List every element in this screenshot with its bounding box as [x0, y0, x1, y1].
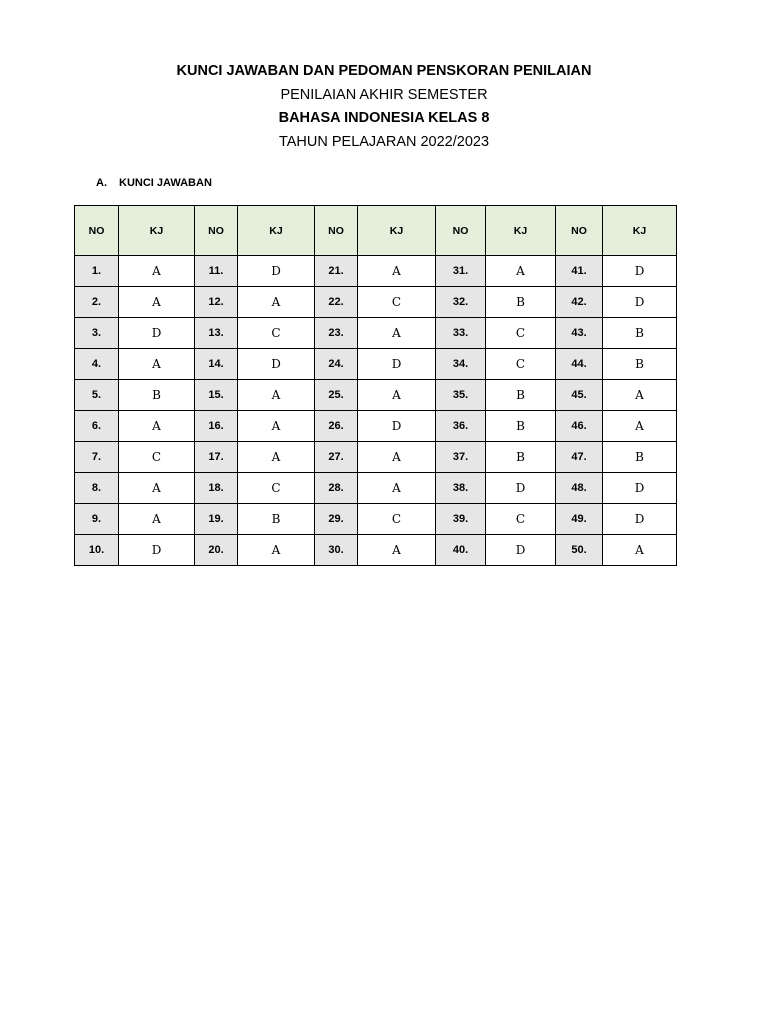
answer-key-cell: A [358, 318, 436, 349]
academic-year: TAHUN PELAJARAN 2022/2023 [278, 133, 490, 150]
document-subtitle: PENILAIAN AKHIR SEMESTER [280, 86, 488, 103]
question-number-cell: 26. [315, 411, 358, 442]
question-number-cell: 27. [315, 442, 358, 473]
answer-key-cell: A [238, 411, 315, 442]
answer-key-cell: C [358, 287, 436, 318]
question-number-cell: 25. [315, 380, 358, 411]
question-number-cell: 39. [436, 504, 486, 535]
table-row [75, 380, 677, 411]
question-number-cell: 6. [75, 411, 119, 442]
question-number-cell: 17. [195, 442, 238, 473]
question-number-cell: 8. [75, 473, 119, 504]
question-number-cell: 35. [436, 380, 486, 411]
question-number-cell: 1. [75, 256, 119, 287]
answer-key-cell: A [119, 349, 195, 380]
table-row [75, 256, 677, 287]
answer-key-cell: C [119, 442, 195, 473]
section-title: KUNCI JAWABAN [119, 177, 212, 189]
header-cell: KJ [358, 206, 436, 256]
question-number-cell: 21. [315, 256, 358, 287]
question-number-cell: 30. [315, 535, 358, 566]
question-number-cell: 40. [436, 535, 486, 566]
answer-key-cell: A [603, 411, 677, 442]
question-number-cell: 45. [556, 380, 603, 411]
question-number-cell: 32. [436, 287, 486, 318]
question-number-cell: 46. [556, 411, 603, 442]
question-number-cell: 3. [75, 318, 119, 349]
answer-key-cell: B [486, 380, 556, 411]
question-number-cell: 48. [556, 473, 603, 504]
header-cell: KJ [238, 206, 315, 256]
table-row [75, 318, 677, 349]
answer-key-cell: A [119, 504, 195, 535]
question-number-cell: 38. [436, 473, 486, 504]
question-number-cell: 42. [556, 287, 603, 318]
answer-key-cell: C [486, 318, 556, 349]
question-number-cell: 29. [315, 504, 358, 535]
answer-key-cell: A [358, 535, 436, 566]
question-number-cell: 33. [436, 318, 486, 349]
answer-key-cell: A [358, 442, 436, 473]
question-number-cell: 9. [75, 504, 119, 535]
answer-key-cell: A [238, 380, 315, 411]
question-number-cell: 20. [195, 535, 238, 566]
answer-key-cell: B [603, 349, 677, 380]
section-number: A. [96, 177, 107, 189]
header-cell: NO [436, 206, 486, 256]
answer-key-cell: D [603, 256, 677, 287]
answer-key-cell: D [358, 411, 436, 442]
answer-key-cell: B [486, 287, 556, 318]
answer-key-cell: A [358, 256, 436, 287]
table-row [75, 473, 677, 504]
answer-key-cell: A [238, 287, 315, 318]
answer-key-cell: A [358, 380, 436, 411]
answer-key-cell: D [486, 535, 556, 566]
answer-key-cell: D [119, 535, 195, 566]
question-number-cell: 43. [556, 318, 603, 349]
answer-key-cell: C [486, 349, 556, 380]
question-number-cell: 22. [315, 287, 358, 318]
question-number-cell: 44. [556, 349, 603, 380]
answer-key-cell: A [238, 535, 315, 566]
answer-key-cell: D [238, 256, 315, 287]
question-number-cell: 49. [556, 504, 603, 535]
answer-key-cell: A [119, 473, 195, 504]
question-number-cell: 15. [195, 380, 238, 411]
question-number-cell: 11. [195, 256, 238, 287]
answer-key-cell: A [603, 535, 677, 566]
question-number-cell: 36. [436, 411, 486, 442]
table-row [75, 535, 677, 566]
question-number-cell: 50. [556, 535, 603, 566]
question-number-cell: 37. [436, 442, 486, 473]
answer-key-cell: D [119, 318, 195, 349]
question-number-cell: 28. [315, 473, 358, 504]
answer-key-cell: B [603, 318, 677, 349]
question-number-cell: 47. [556, 442, 603, 473]
header-cell: KJ [119, 206, 195, 256]
question-number-cell: 7. [75, 442, 119, 473]
answer-key-cell: B [486, 442, 556, 473]
question-number-cell: 4. [75, 349, 119, 380]
table-row [75, 349, 677, 380]
question-number-cell: 41. [556, 256, 603, 287]
question-number-cell: 23. [315, 318, 358, 349]
table-row [75, 411, 677, 442]
answer-key-cell: B [119, 380, 195, 411]
answer-key-cell: B [486, 411, 556, 442]
question-number-cell: 31. [436, 256, 486, 287]
document-title: KUNCI JAWABAN DAN PEDOMAN PENSKORAN PENILAIAN [176, 63, 592, 79]
answer-key-cell: D [486, 473, 556, 504]
question-number-cell: 12. [195, 287, 238, 318]
subject-title: BAHASA INDONESIA KELAS 8 [278, 110, 490, 126]
answer-key-cell: B [238, 504, 315, 535]
answer-key-cell: A [119, 411, 195, 442]
answer-key-cell: A [486, 256, 556, 287]
question-number-cell: 2. [75, 287, 119, 318]
answer-key-cell: C [238, 473, 315, 504]
answer-key-cell: C [238, 318, 315, 349]
header-cell: NO [315, 206, 358, 256]
table-header-row [75, 206, 677, 256]
question-number-cell: 19. [195, 504, 238, 535]
table-row [75, 442, 677, 473]
question-number-cell: 16. [195, 411, 238, 442]
question-number-cell: 5. [75, 380, 119, 411]
answer-key-cell: D [603, 473, 677, 504]
table-row [75, 287, 677, 318]
answer-key-cell: D [358, 349, 436, 380]
answer-key-cell: D [238, 349, 315, 380]
question-number-cell: 13. [195, 318, 238, 349]
question-number-cell: 14. [195, 349, 238, 380]
answer-key-cell: D [603, 287, 677, 318]
header-cell: KJ [486, 206, 556, 256]
answer-key-table [74, 205, 677, 566]
answer-key-cell: A [358, 473, 436, 504]
answer-key-cell: C [358, 504, 436, 535]
answer-key-cell: A [238, 442, 315, 473]
question-number-cell: 24. [315, 349, 358, 380]
answer-key-cell: A [119, 287, 195, 318]
header-cell: NO [75, 206, 119, 256]
header-cell: KJ [603, 206, 677, 256]
answer-key-cell: B [603, 442, 677, 473]
answer-key-cell: A [119, 256, 195, 287]
answer-key-cell: D [603, 504, 677, 535]
header-cell: NO [195, 206, 238, 256]
question-number-cell: 10. [75, 535, 119, 566]
question-number-cell: 34. [436, 349, 486, 380]
header-cell: NO [556, 206, 603, 256]
answer-key-cell: C [486, 504, 556, 535]
question-number-cell: 18. [195, 473, 238, 504]
answer-key-cell: A [603, 380, 677, 411]
table-row [75, 504, 677, 535]
section-heading [96, 177, 212, 189]
document-header [0, 60, 768, 154]
